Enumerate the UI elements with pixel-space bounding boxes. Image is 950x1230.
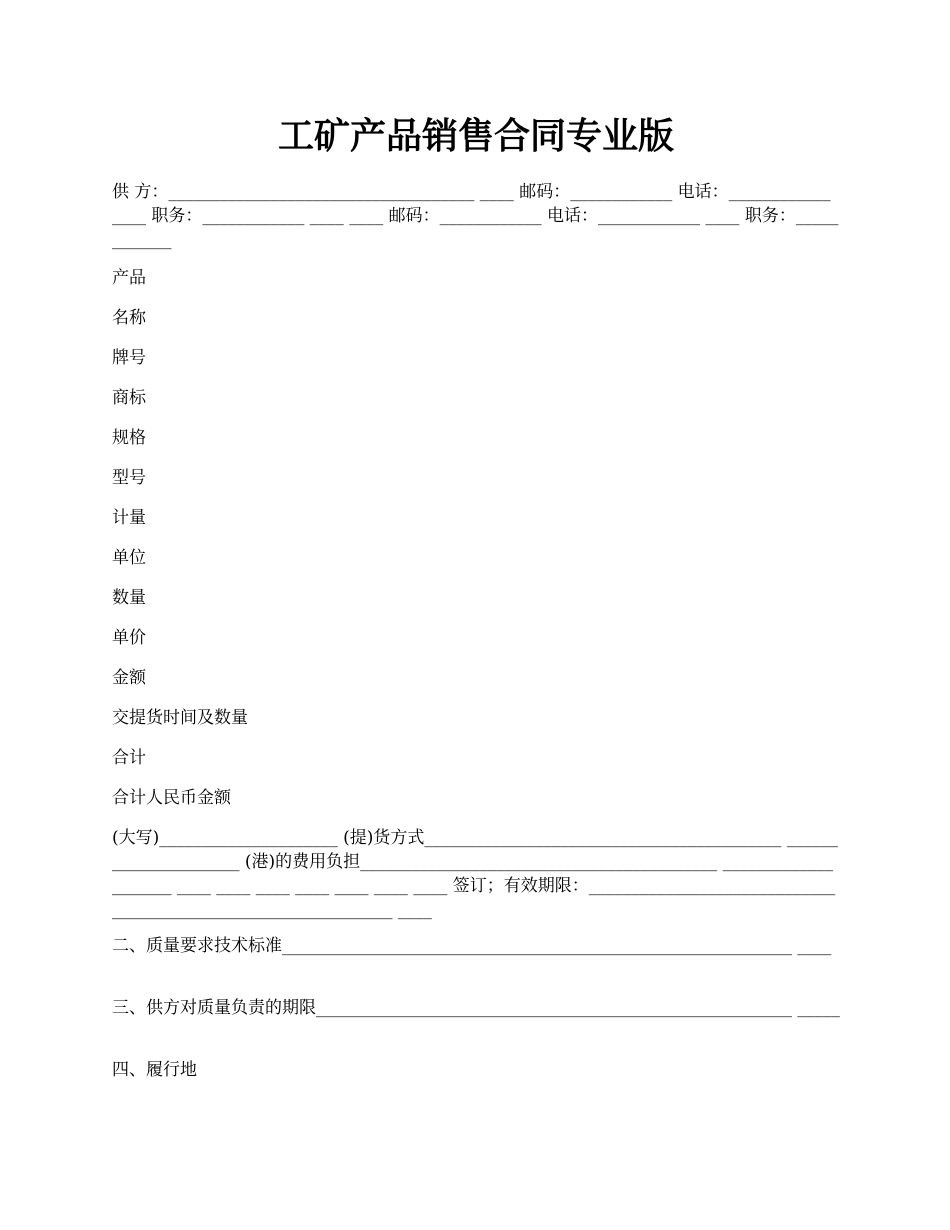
header-delivery-time: 交提货时间及数量 [112,708,248,728]
header-trademark: 商标 [112,388,146,408]
header-spec: 规格 [112,428,146,448]
header-amount: 金额 [112,668,146,688]
payment-terms-block: (大写)_____________________ (提)货方式__________________________________________ _____________________ (港)的费用负担__________________________________________ ____________________ ____ ____ ____ ____ ____ ____ ____ 签订；有效期限：______________________________________________________________ ____ [112,828,838,920]
header-unit: 单位 [112,548,146,568]
header-model: 型号 [112,468,146,488]
header-unit-price: 单价 [112,628,146,648]
header-quantity: 数量 [112,588,146,608]
header-product: 产品 [112,268,146,288]
clause-place-of-performance: 四、履行地 [112,1060,197,1080]
clause-quality-standard: 二、质量要求技术标准____________________________________________________________ ____ [112,936,832,956]
document-title: 工矿产品销售合同专业版 [277,115,674,157]
header-total-rmb: 合计人民币金额 [112,788,231,808]
header-grade: 牌号 [112,348,146,368]
header-name: 名称 [112,308,146,328]
header-total: 合计 [112,748,146,768]
clause-quality-period: 三、供方对质量负责的期限________________________________________________________ _____ [112,998,840,1018]
party-info-block: 供 方：____________________________________ ____ 邮码：____________ 电话：____________ ____ 职务：____________ ____ ____ 邮码：____________ 电话：____________ ____ 职务：____________ [112,182,839,250]
header-measure: 计量 [112,508,146,528]
